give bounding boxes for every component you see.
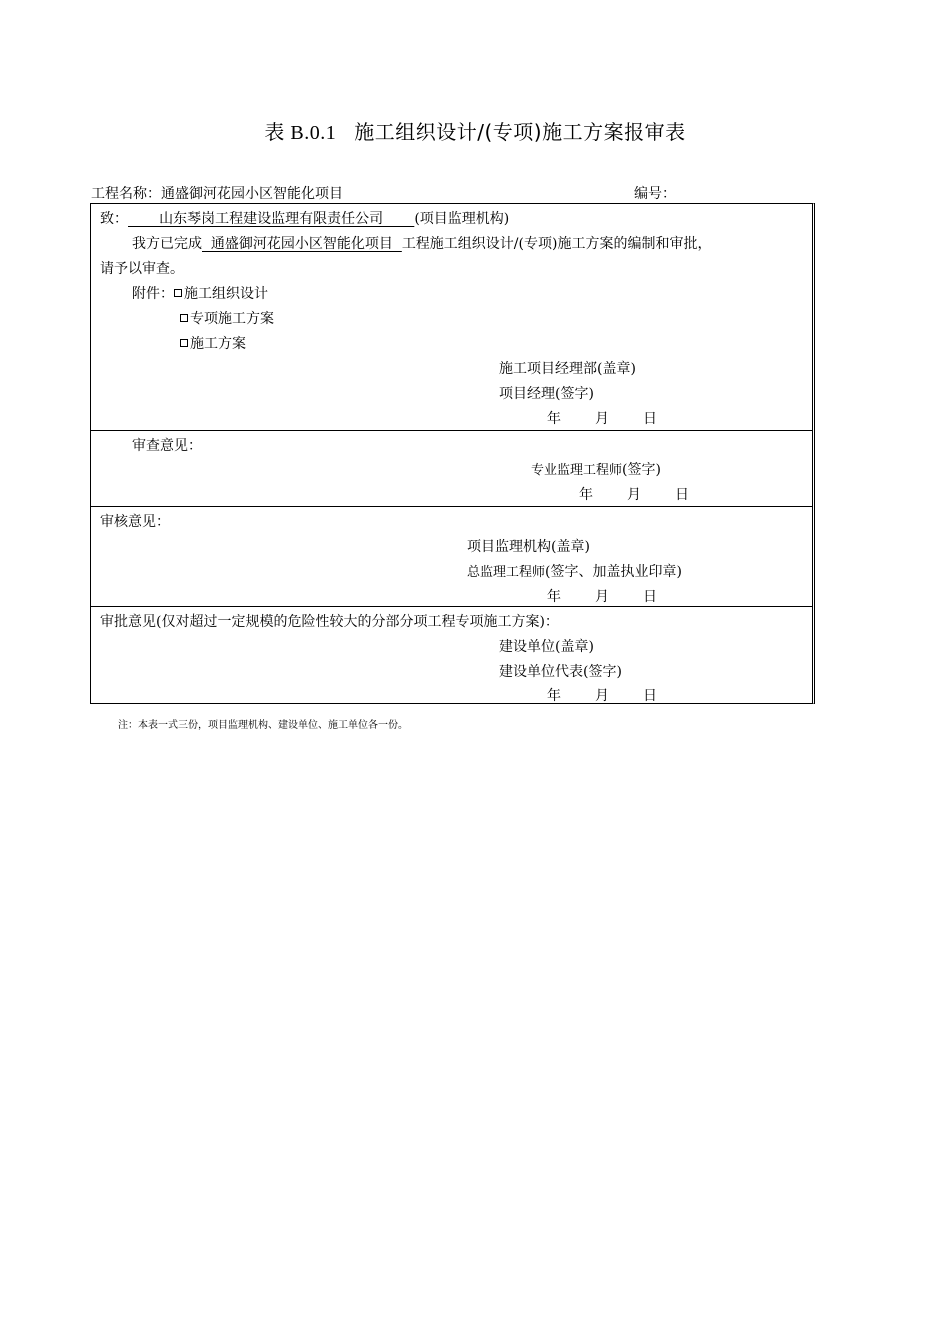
unit-rep-sign-line: 建设单位代表(签字) [499,664,622,680]
form-code: 表 B.0.1 [264,122,337,144]
attachment-item: 施工方案 [190,336,246,352]
review-label: 审查意见： [132,438,202,454]
attachment-label: 附件： [132,286,174,302]
to-suffix: (项目监理机构) [414,211,510,227]
submission-section [91,204,812,430]
attachment-line [132,284,268,304]
review-section [91,430,812,506]
date-day: 日 [643,589,657,605]
approval-section [91,606,812,703]
date-year: 年 [547,589,561,605]
project-name: 工程名称：通盛御河花园小区智能化项目 [91,186,343,202]
checkbox-icon[interactable] [174,289,182,297]
to-label: 致： [100,211,128,227]
footnote: 注：本表一式三份，项目监理机构、建设单位、施工单位各一份。 [118,720,408,731]
attachment-item: 专项施工方案 [190,311,274,327]
engineer-title: 专业监理工程师 [531,463,623,478]
date-year: 年 [547,688,561,704]
checkbox-icon[interactable] [180,339,188,347]
addressee-line [100,209,509,229]
date-month: 月 [627,487,641,503]
audit-label: 审核意见： [100,514,170,530]
date-line [547,686,691,706]
org-seal-line: 项目监理机构(盖章) [467,539,590,555]
statement-prefix: 我方已完成 [132,236,202,252]
attachment-line [180,334,246,354]
audit-section [91,506,812,606]
date-line [579,485,723,505]
chief-suffix: (签字、加盖执业印章) [545,564,682,580]
date-month: 月 [595,688,609,704]
date-line [547,409,691,429]
form-title-text: 施工组织设计/(专项)施工方案报审表 [354,120,686,144]
form-title [0,116,950,145]
number-label: 编号： [634,186,676,202]
date-month: 月 [595,589,609,605]
statement-suffix: 工程施工组织设计/(专项)施工方案的编制和审批， [401,236,712,252]
engineer-suffix: (签字) [622,462,661,478]
statement-line-2: 请予以审查。 [100,261,184,277]
date-day: 日 [643,411,657,427]
dept-seal-line: 施工项目经理部(盖章) [499,361,636,377]
checkbox-icon[interactable] [180,314,188,322]
attachment-item: 施工组织设计 [184,286,268,302]
unit-seal-line: 建设单位(盖章) [499,639,594,655]
approval-form-table [90,203,815,704]
date-day: 日 [675,487,689,503]
manager-sign-line: 项目经理(签字) [499,386,594,402]
approval-label: 审批意见(仅对超过一定规模的危险性较大的分部分项工程专项施工方案)： [100,614,559,630]
chief-title: 总监理工程师 [467,565,546,580]
date-month: 月 [595,411,609,427]
date-line [547,587,691,607]
date-year: 年 [547,411,561,427]
date-year: 年 [579,487,593,503]
chief-sign-line [467,562,682,583]
statement-project: 通盛御河花园小区智能化项目 [202,236,402,252]
form-header [91,183,817,203]
engineer-sign-line [531,460,661,481]
date-day: 日 [643,688,657,704]
supervision-org: 山东琴岗工程建设监理有限责任公司 [128,211,415,227]
statement-line [132,234,711,254]
attachment-line [180,309,274,329]
